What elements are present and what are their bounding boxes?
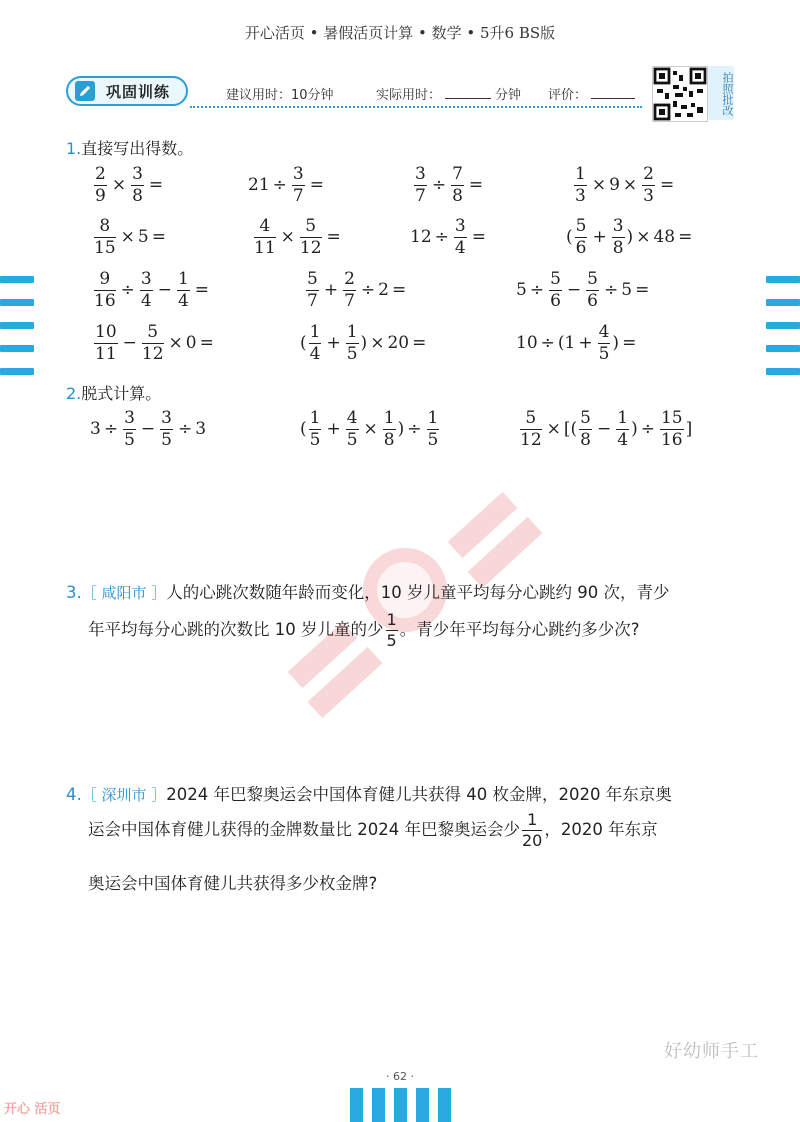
question-3-line-2 [88,612,639,649]
question-3-line-1 [66,583,670,603]
q1-expr-8: ( $\frac{5}{6}$ + $\frac{3}{8}$ ) × 48 = [566,216,693,258]
suggest-time-value: 10分钟 [291,88,334,103]
bottom-bar [372,1088,385,1122]
question-3-text-1: 人的心跳次数随年龄而变化，10 岁儿童平均每分心跳约 90 次，青少 [166,583,670,602]
header-title: 开心活页 • 暑假活页计算 • 数学 • 5升6 BS版 [244,24,556,42]
page-number: · 62 · [386,1070,414,1083]
watermark-text: 好幼师手工 [664,1041,759,1062]
question-4-text-2: 运会中国体育健儿获得的金牌数量比 2024 年巴黎奥运会少 [88,820,520,839]
question-4-frac-den: 20 [521,831,543,850]
divider [190,106,642,108]
actual-time [376,84,521,103]
q1-expr-6: $\frac{4}{11}$ × $\frac{5}{12}$ = [254,216,341,258]
right-side-bars [766,276,800,391]
question-1-text: 直接写出得数。 [81,139,194,158]
evaluation [548,84,635,103]
actual-time-unit: 分钟 [495,88,522,103]
q2-expr-2: ( $\frac{1}{5}$ + $\frac{4}{5}$ × $\frac{1}{8}$ ) ÷ $\frac{1}{5}$ [300,408,439,450]
q1-expr-10: $\frac{5}{7}$ + $\frac{2}{7}$ ÷ 2 = [307,269,407,311]
question-4-text-1: 2024 年巴黎奥运会中国体育健儿共获得 40 枚金牌，2020 年东京奥 [166,785,672,804]
suggest-time [226,84,334,103]
actual-time-label: 实际用时： [376,88,442,103]
section-badge [66,76,188,106]
q1-expr-11: 5 ÷ $\frac{5}{6}$ − $\frac{5}{6}$ ÷ 5 = [516,269,650,311]
q2-expr-1: 3 ÷ $\frac{3}{5}$ − $\frac{3}{5}$ ÷ 3 [90,408,207,450]
q1-expr-3: $\frac{3}{7}$ ÷ $\frac{7}{8}$ = [415,164,484,206]
bottom-bar [394,1088,407,1122]
question-3-text-2: 年平均每分心跳的次数比 10 岁儿童的少 [88,620,384,639]
q1-expr-2: 21 ÷ $\frac{3}{7}$ = [248,164,324,206]
q1-expr-13: ( $\frac{1}{4}$ + $\frac{1}{5}$ ) × 20 = [300,322,427,364]
question-4-line-1 [66,785,672,805]
bottom-bar [350,1088,363,1122]
question-1-number: 1. [66,139,82,158]
bottom-bar [416,1088,429,1122]
bottom-bar [438,1088,451,1122]
question-4-line-3: 奥运会中国体育健儿共获得多少枚金牌? [88,874,378,893]
actual-time-blank [445,86,491,99]
q1-expr-5: $\frac{8}{15}$ × 5 = [94,216,166,258]
suggest-time-label: 建议用时： [226,88,292,103]
brand-logo: 开心 活页 [4,1102,61,1117]
evaluation-blank [591,86,635,99]
qr-code-icon[interactable] [652,66,708,122]
question-2-title [66,381,161,404]
evaluation-label: 评价： [548,88,588,103]
question-3-frac-num: 1 [386,610,397,629]
question-4-text-3: ，2020 年东京 [544,820,658,839]
question-3-frac-den: 5 [386,631,397,650]
q1-expr-12: $\frac{10}{11}$ − $\frac{5}{12}$ × 0 = [95,322,214,364]
question-3-city: ［ 咸阳市 ］ [81,584,167,602]
question-4-number: 4. [66,785,82,804]
q1-expr-14: 10 ÷ (1 + $\frac{4}{5}$ ) = [516,322,637,364]
question-2-number: 2. [66,384,82,403]
question-3-number: 3. [66,583,82,602]
question-3-text-3: 。青少年平均每分心跳约多少次? [399,620,640,639]
section-badge-label: 巩固训练 [106,83,171,101]
q2-expr-3: $\frac{5}{12}$ × [( $\frac{5}{8}$ − $\frac{1}{4}$ ) ÷ $\frac{15}{16}$ ] [520,408,693,450]
left-side-bars [0,276,34,391]
q1-expr-7: 12 ÷ $\frac{3}{4}$ = [410,216,486,258]
question-4-city: ［ 深圳市 ］ [81,786,167,804]
question-1-title [66,136,193,159]
question-2-text: 脱式计算。 [81,384,162,403]
q1-expr-9: $\frac{9}{16}$ ÷ $\frac{3}{4}$ − $\frac{1}{4}$ = [94,269,210,311]
q1-expr-4: $\frac{1}{3}$ × 9 × $\frac{2}{3}$ = [575,164,675,206]
pencil-icon [74,80,96,102]
q1-expr-1: $\frac{2}{9}$ × $\frac{3}{8}$ = [95,164,164,206]
question-4-line-2 [88,812,658,849]
photo-grading-label: 拍照批改 [708,66,734,120]
question-4-frac-num: 1 [522,812,542,831]
